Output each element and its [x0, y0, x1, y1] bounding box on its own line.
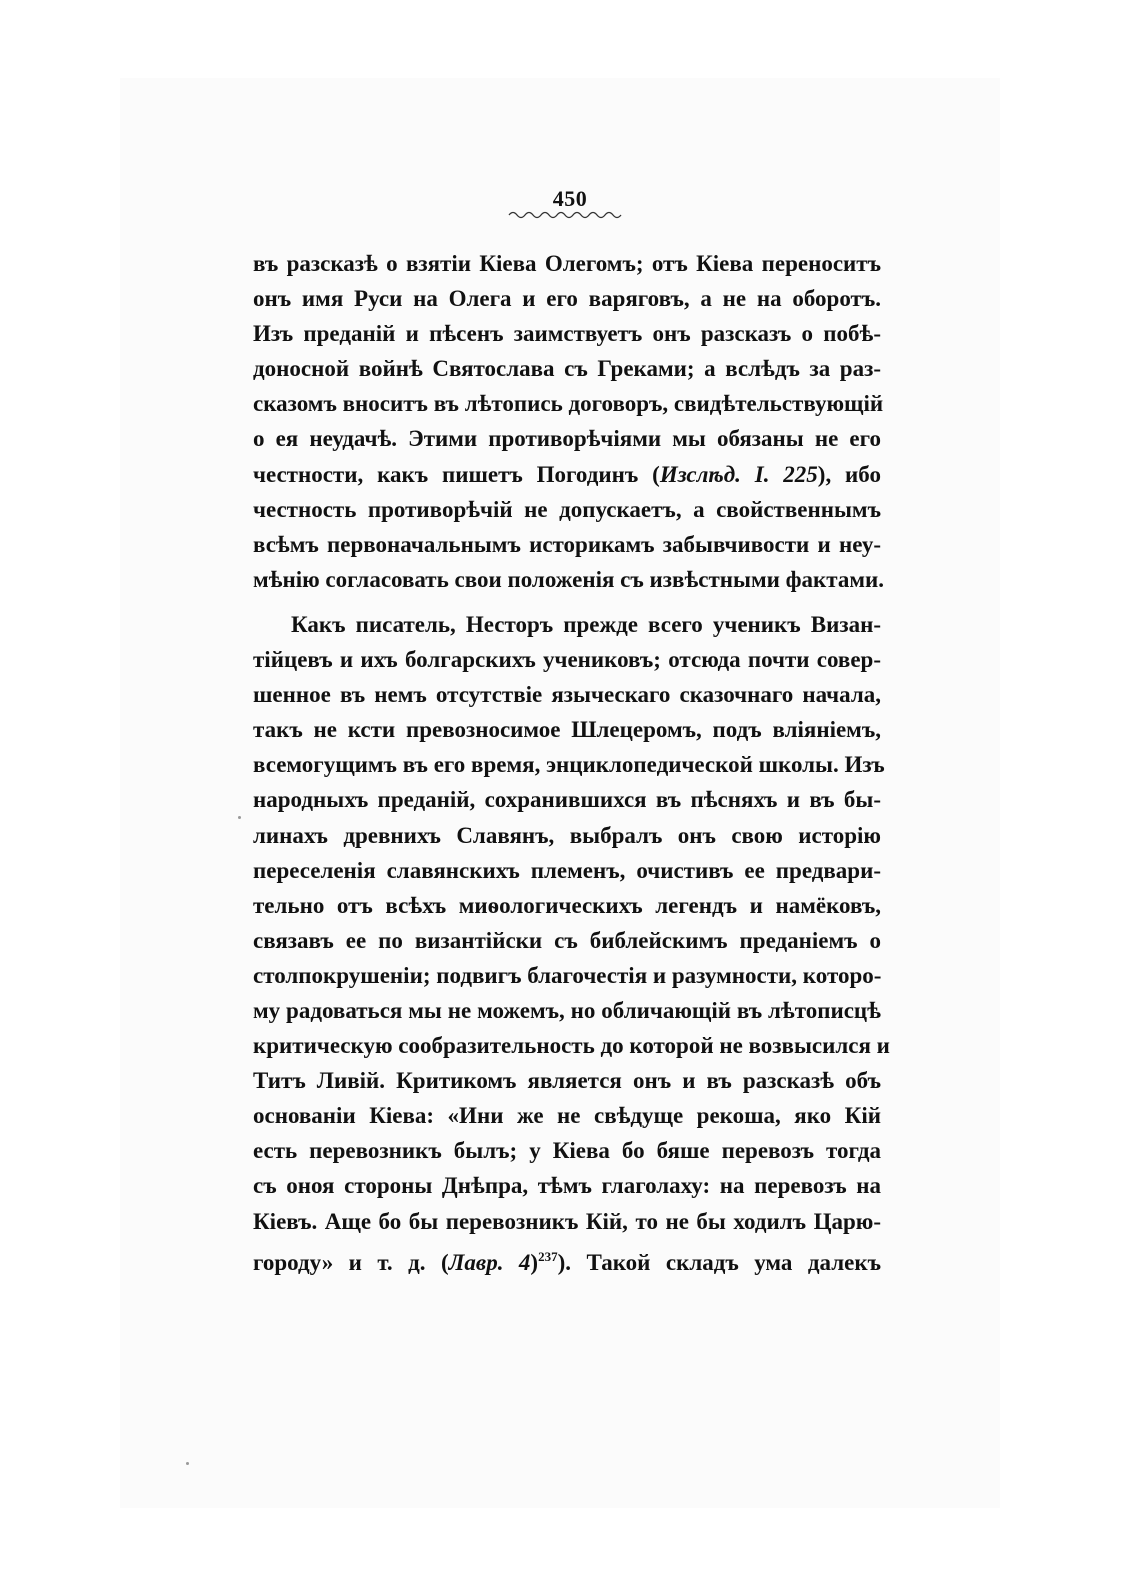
text-line: всемогущимъ въ его время, энциклопедической школы. Изъ: [253, 752, 885, 778]
text-line: тельно отъ всѣхъ миѳологическихъ легендъ и намёковъ,: [253, 892, 881, 918]
text-line: въ разсказѣ о взятіи Кіева Олегомъ; отъ Кіева переноситъ: [253, 251, 881, 276]
text-line: такъ не ксти превозносимое Шлецеромъ, подъ вліяніемъ,: [253, 717, 881, 743]
text-segment: ), ибо: [817, 461, 882, 487]
text-line: есть перевозникъ былъ; у Кіева бо бяше перевозъ тогда: [253, 1138, 881, 1164]
footnote-marker: 237: [538, 1248, 558, 1264]
text-line: о ея неудачѣ. Этими противорѣчіями мы обязаны не его: [253, 426, 881, 452]
text-line: критическую сообразительность до которой не возвысился и: [253, 1033, 890, 1059]
text-line: основаніи Кіева: «Ини же не свѣдуще рекоша, яко Кій: [253, 1103, 881, 1129]
text-segment: городу» и т. д. (: [253, 1249, 449, 1275]
text-line: Изъ преданій и пѣсенъ заимствуетъ онъ разсказъ о побѣ-: [253, 321, 881, 347]
text-line: шенное въ немъ отсутствіе языческаго сказочнаго начала,: [253, 682, 881, 708]
text-line: Кіевъ. Аще бо бы перевозникъ Кій, то не бы ходилъ Царю-: [253, 1208, 881, 1234]
scan-speck: [186, 1462, 189, 1465]
text-line: му радоваться мы не можемъ, но обличающій въ лѣтописцѣ: [253, 997, 881, 1023]
citation-reference: Лавр. 4: [448, 1249, 531, 1275]
text-line: [253, 1239, 881, 1274]
text-line: столпокрушеніи; подвигъ благочестія и разумности, которо-: [253, 962, 882, 988]
page-number: 450: [552, 186, 588, 211]
text-line: линахъ древнихъ Славянъ, выбралъ онъ свою исторію: [253, 822, 881, 848]
wavy-rule-ornament: [507, 208, 623, 220]
text-line: народныхъ преданій, сохранившихся въ пѣсняхъ и въ бы-: [253, 787, 881, 813]
body-text: [253, 246, 890, 1275]
paragraph-2: [253, 607, 890, 1275]
text-line: онъ имя Руси на Олега и его варяговъ, а не на оборотъ.: [253, 286, 881, 312]
text-line: доносной войнѣ Святослава съ Греками; а вслѣдъ за раз-: [253, 356, 881, 382]
text-segment: ). Такой складъ ума далекъ: [557, 1249, 881, 1275]
paragraph-1: [253, 246, 885, 597]
text-line: съ оноя стороны Днѣпра, тѣмъ глаголаху: на перевозъ на: [253, 1173, 881, 1199]
scan-speck: [238, 816, 241, 819]
text-line: всѣмъ первоначальнымъ историкамъ забывчивости и неу-: [253, 531, 881, 557]
text-line: Титъ Ливій. Критикомъ является онъ и въ разсказѣ объ: [253, 1068, 881, 1094]
text-line: переселенія славянскихъ племенъ, очистивъ ее предвари-: [253, 857, 881, 883]
text-line: сказомъ вноситъ въ лѣтопись договоръ, свидѣтельствующій: [253, 391, 884, 417]
text-line: мѣнію согласовать свои положенія съ извѣстными фактами.: [253, 566, 885, 592]
citation-reference: Изслѣд. I. 225: [659, 461, 818, 487]
text-segment: ): [530, 1249, 539, 1275]
text-line: тійцевъ и ихъ болгарскихъ учениковъ; отсюда почти совер-: [253, 647, 881, 673]
text-line: [253, 457, 881, 492]
text-line: связавъ ее по византійски съ библейскимъ преданіемъ о: [253, 927, 881, 953]
text-line: Какъ писатель, Несторъ прежде всего ученикъ Визан-: [291, 611, 881, 637]
paragraph-spacer: [253, 597, 881, 607]
text-segment: честности, какъ пишетъ Погодинъ (: [253, 461, 660, 487]
text-line: честность противорѣчій не допускаетъ, а свойственнымъ: [253, 496, 881, 522]
